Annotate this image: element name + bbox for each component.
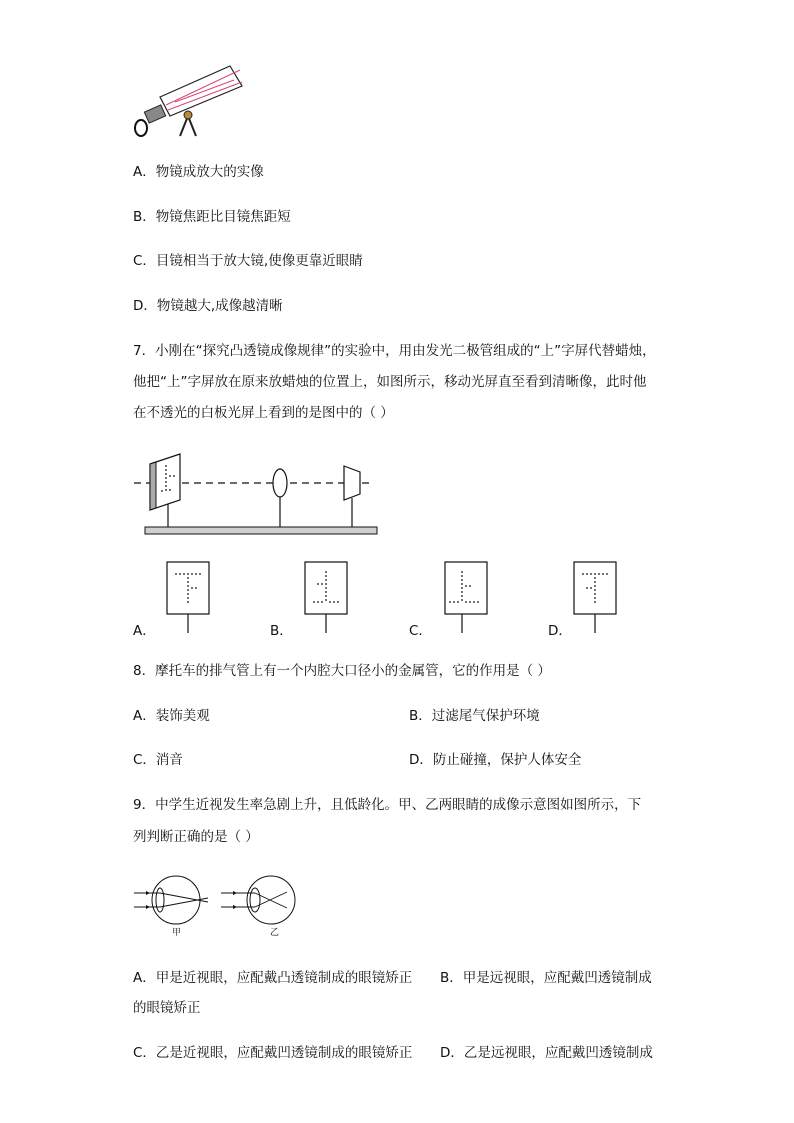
- q8-stem: 8．摩托车的排气管上有一个内腔大口径小的金属管，它的作用是（ ）: [133, 663, 551, 679]
- eyepiece: [144, 105, 165, 123]
- q9-stem-line-1: 9．中学生近视发生率急剧上升，且低龄化。甲、乙两眼睛的成像示意图如图所示，下: [133, 797, 642, 813]
- q7-stem-line-3: 在不透光的白板光屏上看到的是图中的（ ）: [133, 405, 394, 421]
- light-screen: [344, 466, 360, 500]
- q7-choice-d-label: D．: [548, 623, 572, 639]
- q7-choice-c-label: C．: [409, 623, 432, 639]
- eye-icon: [135, 120, 147, 136]
- eye-diagram-yi: [215, 870, 305, 930]
- q9-option-d: D．乙是远视眼，应配戴凹透镜制成: [440, 1045, 653, 1061]
- q6-option-c: C．目镜相当于放大镜,使像更靠近眼睛: [133, 253, 363, 269]
- q9-option-c: C．乙是近视眼，应配戴凹透镜制成的眼镜矫正: [133, 1045, 413, 1061]
- q6-option-b: B．物镜焦距比目镜焦距短: [133, 209, 291, 225]
- convex-lens: [273, 469, 287, 497]
- q7-choice-d-image: [572, 560, 622, 635]
- eye-label-jia: 甲: [172, 928, 182, 938]
- q7-choice-a-image: [165, 560, 215, 635]
- led-screen-side: [150, 462, 156, 510]
- q7-choice-b-image: [303, 560, 353, 635]
- q9-option-b: B．甲是远视眼，应配戴凹透镜制成: [440, 970, 652, 986]
- q9-stem-line-2: 列判断正确的是（ ）: [133, 829, 259, 845]
- telescope-figure: [130, 62, 260, 142]
- q7-choice-c-image: [443, 560, 493, 635]
- eye-lens: [156, 888, 164, 912]
- q9-option-a: A．甲是近视眼，应配戴凸透镜制成的眼镜矫正: [133, 970, 413, 986]
- q7-choice-a-label: A．: [133, 623, 156, 639]
- eye-lens: [250, 888, 260, 912]
- q9-option-b-continued: 的眼镜矫正: [133, 1000, 201, 1016]
- q8-option-b: B．过滤尾气保护环境: [409, 708, 540, 724]
- q7-stem-line-2: 他把“上”字屏放在原来放蜡烛的位置上，如图所示，移动光屏直至看到清晰像，此时他: [133, 374, 647, 390]
- bench-rail: [145, 527, 377, 534]
- optical-bench-figure: [132, 452, 382, 542]
- q6-option-a: A．物镜成放大的实像: [133, 164, 264, 180]
- q7-stem-line-1: 7．小刚在“探究凸透镜成像规律”的实验中，用由发光二极管组成的“上”字屏代替蜡烛，: [133, 343, 656, 359]
- q8-option-a: A．装饰美观: [133, 708, 210, 724]
- eye-label-yi: 乙: [270, 928, 280, 938]
- q8-option-d: D．防止碰撞，保护人体安全: [409, 752, 582, 768]
- eye-diagram-jia: [132, 870, 222, 930]
- q8-option-c: C．消音: [133, 752, 183, 768]
- q6-option-d: D．物镜越大,成像越清晰: [133, 298, 283, 314]
- q7-choice-b-label: B．: [270, 623, 293, 639]
- tripod-head: [184, 111, 192, 119]
